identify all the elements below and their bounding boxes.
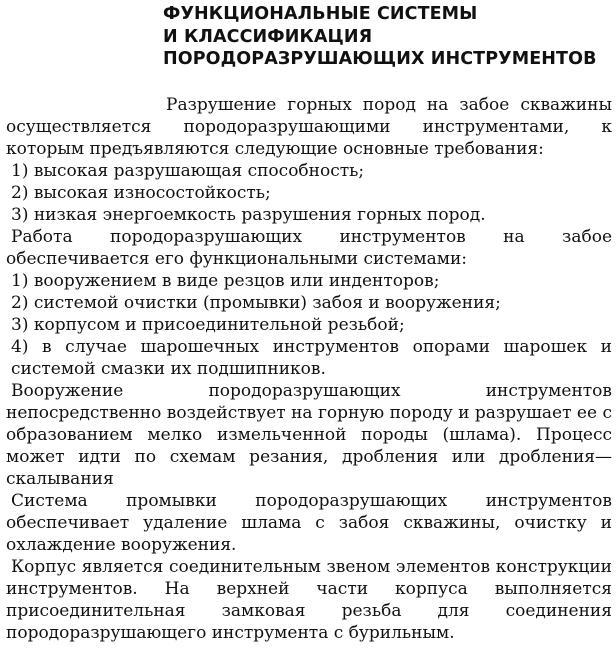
requirement-item-2: 2) высокая износостойкость; bbox=[11, 183, 271, 203]
body-text bbox=[6, 94, 612, 644]
system-item-4: 4) в случае шарошечных инструментов опорами шарошек и системой смазки их подшипников. bbox=[11, 337, 612, 379]
requirement-item-1: 1) высокая разрушающая способность; bbox=[11, 161, 365, 181]
paragraph-flushing: Система промывки породоразрушающих инструментов обеспечивает удаление шлама с забоя скважины, очистку и охлаждение вооружения. bbox=[6, 491, 612, 555]
title-line-2: И КЛАССИФИКАЦИЯ bbox=[163, 26, 373, 47]
system-item-1: 1) вооружением в виде резцов или инденторов; bbox=[11, 271, 440, 291]
system-item-3: 3) корпусом и присоединительной резьбой; bbox=[11, 315, 405, 335]
paragraph-armament: Вооружение породоразрушающих инструментов непосредственно воздействует на горную породу и разрушает ее с образованием мелко измельченной породы (шлама). Процесс может идти по схемам резания, дробления или дробления— скалывания bbox=[6, 381, 612, 489]
system-item-2: 2) системой очистки (промывки) забоя и вооружения; bbox=[11, 293, 501, 313]
paragraph-intro: Разрушение горных пород на забое скважины осуществляется породоразрушающими инструментами, к которым предъявляются следующие основные требования: bbox=[6, 95, 612, 159]
paragraph-body: Корпус является соединительным звеном элементов конструкции инструментов. На верхней части корпуса выполняется присоединительная замковая резьба для соединения породоразрушающего инструмента с бурильным. bbox=[6, 557, 612, 643]
requirement-item-3: 3) низкая энергоемкость разрушения горных пород. bbox=[11, 205, 486, 225]
paragraph-systems: Работа породоразрушающих инструментов на забое обеспечивается его функциональными системами: bbox=[6, 227, 612, 269]
title-line-1: ФУНКЦИОНАЛЬНЫЕ СИСТЕМЫ bbox=[163, 4, 478, 24]
section-title bbox=[163, 3, 597, 71]
title-line-3: ПОРОДОРАЗРУШАЮЩИХ ИНСТРУМЕНТОВ bbox=[163, 49, 597, 69]
